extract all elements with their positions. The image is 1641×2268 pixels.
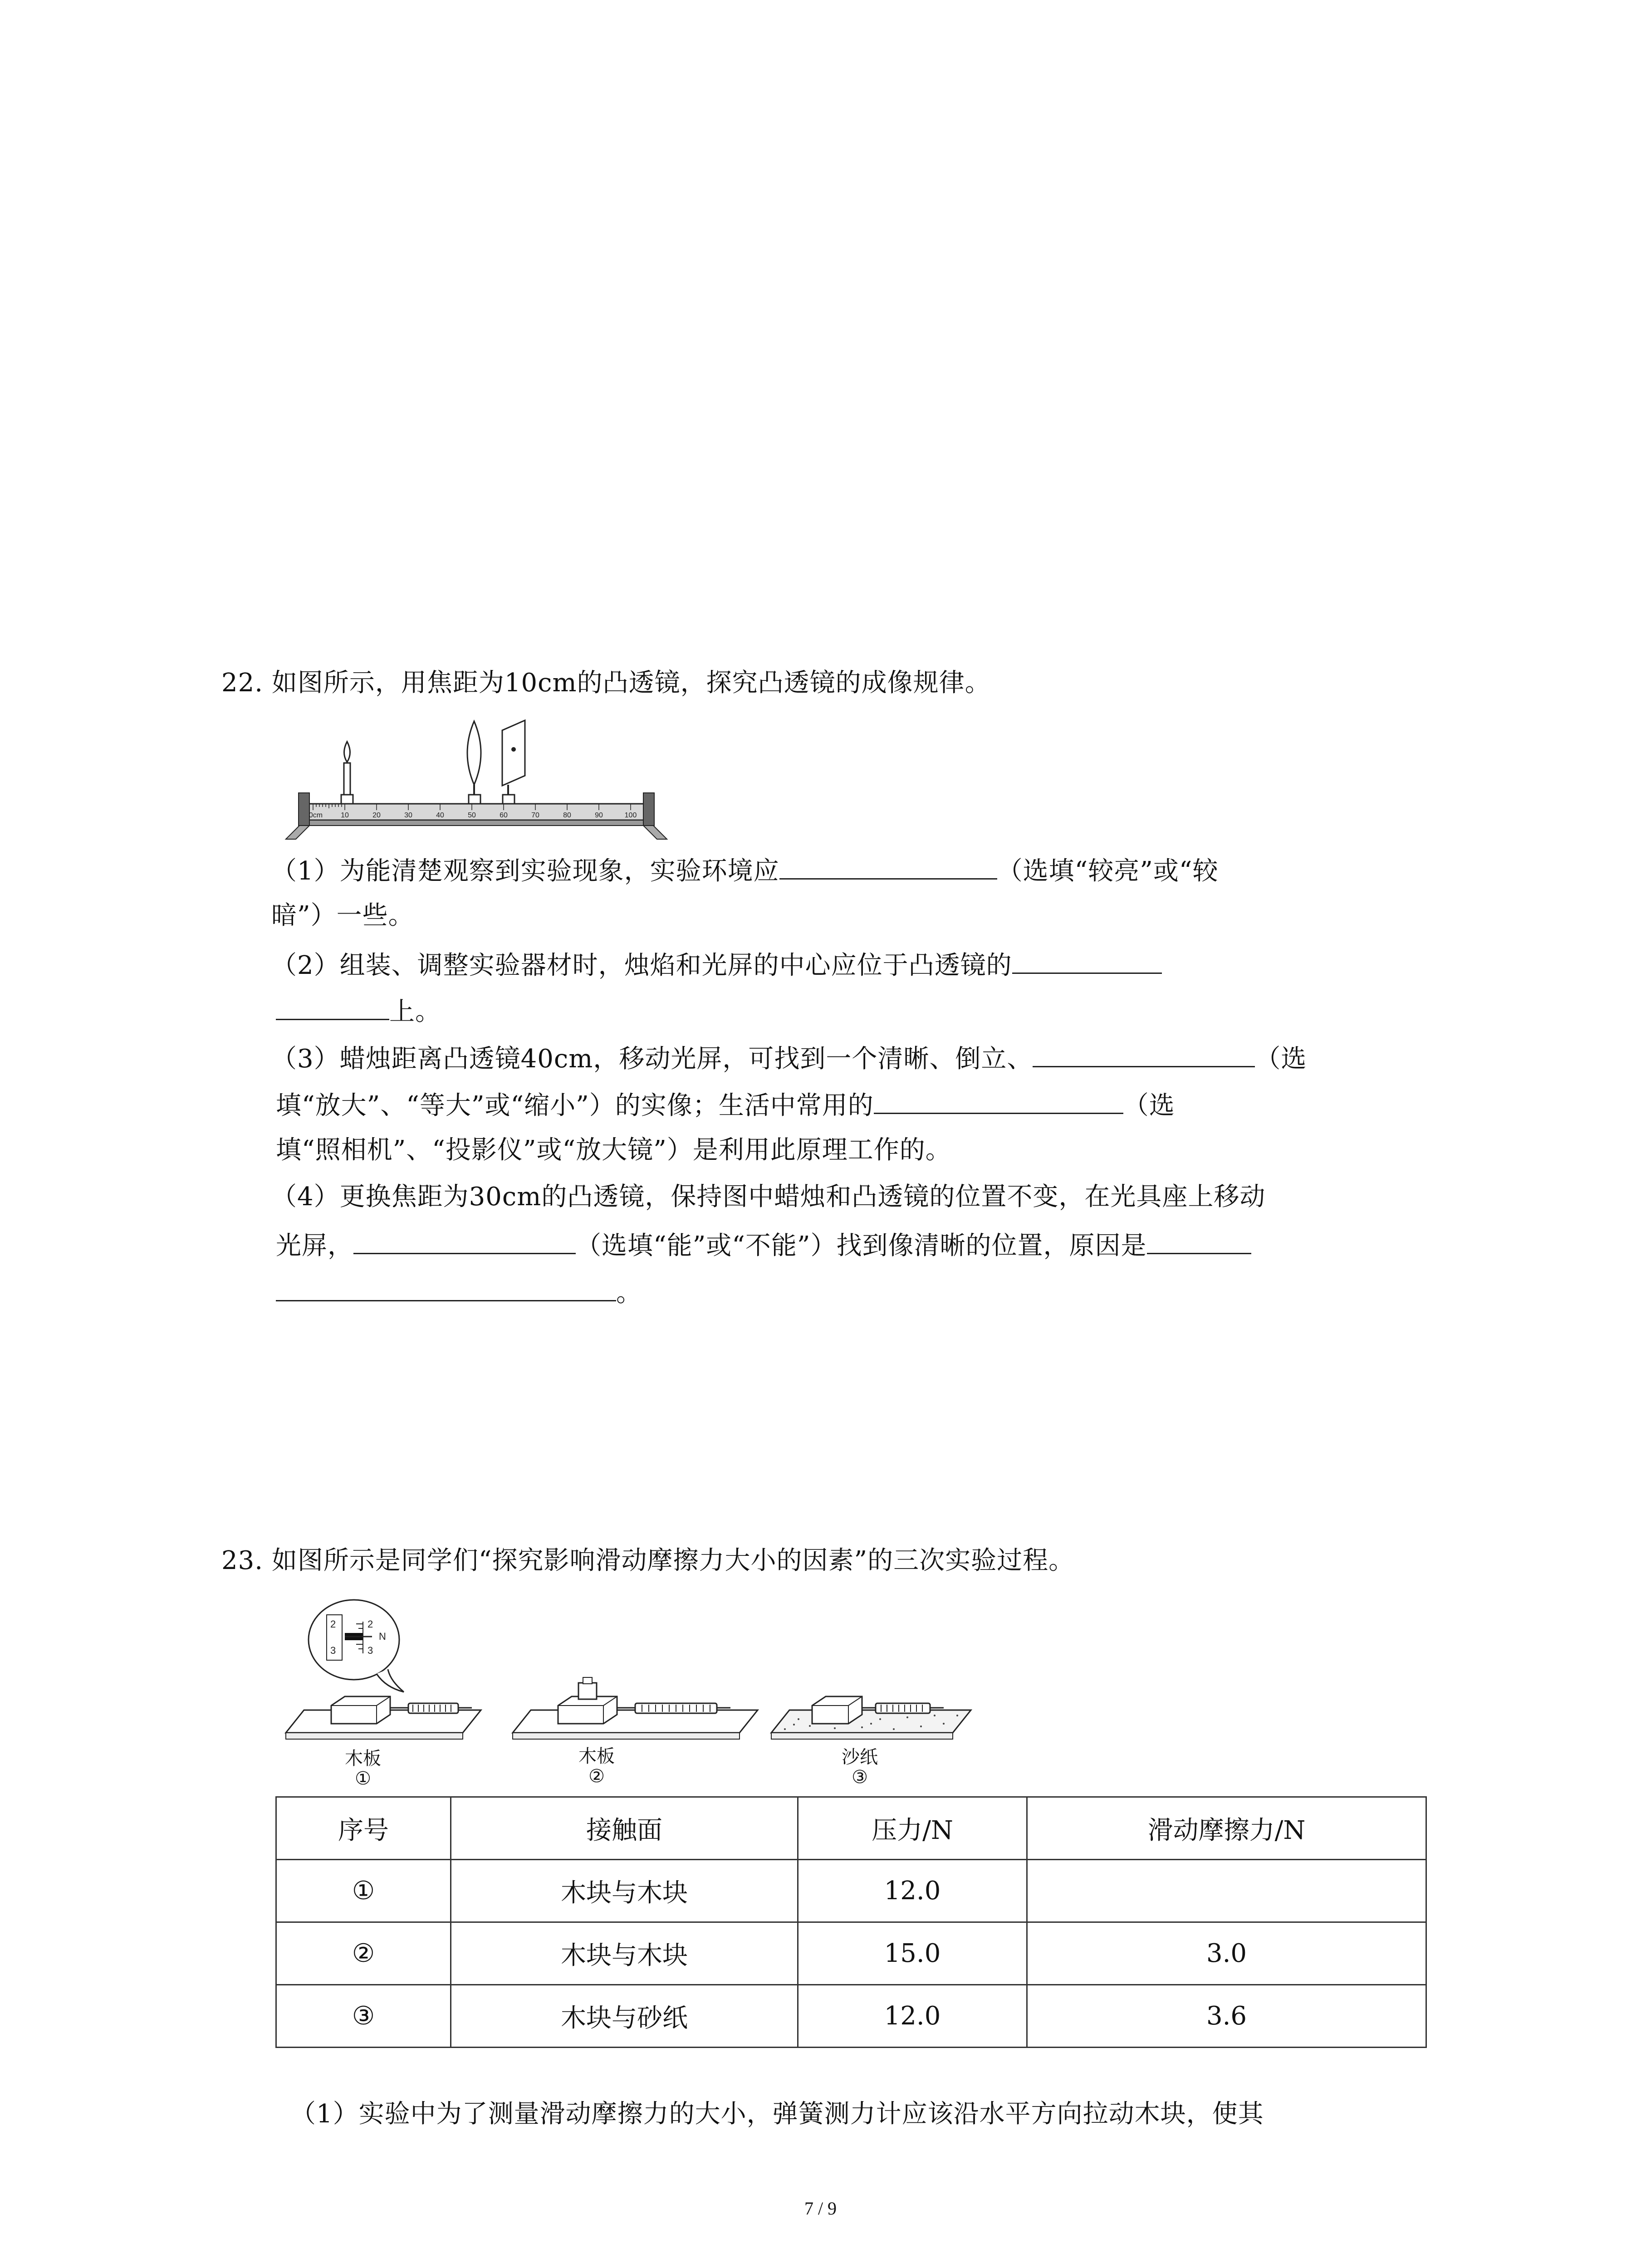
- q22-part2-line2: [276, 993, 441, 1028]
- q22-part3-text2: 填“放大”、“等大”或“缩小”）的实像；生活中常用的: [276, 1091, 874, 1120]
- q23-title: 23. 如图所示是同学们“探究影响滑动摩擦力大小的因素”的三次实验过程。: [221, 1546, 1075, 1575]
- answer-blank-environment[interactable]: [779, 853, 997, 880]
- setup-3-sandpaper-board: [771, 1696, 971, 1739]
- table-row: [276, 1922, 1426, 1985]
- table-cell: 12.0: [798, 1985, 1027, 2048]
- ruler-tick-label: 90: [595, 811, 603, 819]
- ruler-tick-label: 10: [341, 811, 349, 819]
- table-cell: ③: [276, 1985, 451, 2048]
- q22-part1-text: （1）为能清楚观察到实验现象，实验环境应: [271, 856, 779, 886]
- optical-bench-figure: [281, 717, 671, 844]
- q22-part2-end: 上。: [389, 997, 441, 1026]
- q22-part3-line1: [271, 1041, 1307, 1075]
- figure-1-caption: [318, 1749, 408, 1789]
- ruler-tick-label: 80: [563, 811, 571, 819]
- q22-part2-text: （2）组装、调整实验器材时，烛焰和光屏的中心应位于凸透镜的: [271, 951, 1012, 980]
- q22-part2-line1: [271, 947, 1162, 982]
- q22-part4-end: 。: [616, 1278, 642, 1308]
- friction-data-table: [275, 1796, 1427, 2048]
- q22-part4-line2: [276, 1227, 1251, 1262]
- q22-title: 22. 如图所示，用焦距为10cm的凸透镜，探究凸透镜的成像规律。: [221, 668, 991, 698]
- figure-3-surface: 沙纸: [842, 1747, 878, 1768]
- q22-part4-line3: [276, 1275, 642, 1310]
- candle: [341, 742, 353, 804]
- figure-3-number: ③: [852, 1767, 868, 1788]
- q22-part3-option2: （选: [1123, 1091, 1175, 1120]
- answer-blank-device[interactable]: [874, 1087, 1123, 1114]
- figure-1-surface: 木板: [345, 1748, 381, 1769]
- answer-blank-image-size[interactable]: [1033, 1041, 1255, 1067]
- ruler-tick-label: 30: [404, 811, 412, 819]
- q22-part4-text: 光屏，: [276, 1231, 353, 1261]
- q22-part1-option: （选填“较亮”或“较: [997, 856, 1219, 886]
- convex-lens: [467, 721, 481, 804]
- header-cell-pressure: 压力/N: [798, 1797, 1027, 1860]
- setup-2-wood-board-with-weight: [513, 1677, 758, 1739]
- q22-part3-text: （3）蜡烛距离凸透镜40cm，移动光屏，可找到一个清晰、倒立、: [271, 1044, 1033, 1074]
- table-header-row: [276, 1797, 1426, 1860]
- q22-part3-line3: 填“照相机”、“投影仪”或“放大镜”）是利用此原理工作的。: [276, 1135, 951, 1165]
- figure-2-number: ②: [588, 1766, 605, 1787]
- table-cell: ②: [276, 1922, 451, 1985]
- table-cell: 3.0: [1027, 1922, 1426, 1985]
- table-cell-blank-answer[interactable]: [1027, 1860, 1426, 1922]
- table-cell: 木块与砂纸: [451, 1985, 798, 2048]
- table-cell: 木块与木块: [451, 1922, 798, 1985]
- spring-scale-zoom-bubble: [309, 1600, 404, 1692]
- answer-blank-reason[interactable]: [1147, 1227, 1251, 1254]
- table-cell: 15.0: [798, 1922, 1027, 1985]
- gauge-tick-label: 3: [367, 1645, 373, 1656]
- figure-2-caption: [551, 1746, 642, 1786]
- ruler-tick-label: 70: [531, 811, 539, 819]
- table-cell: 3.6: [1027, 1985, 1426, 2048]
- table-cell: 木块与木块: [451, 1860, 798, 1922]
- answer-blank-reason-cont[interactable]: [276, 1275, 616, 1301]
- gauge-tick-label: 2: [330, 1618, 336, 1630]
- table-cell: ①: [276, 1860, 451, 1922]
- answer-blank-lens-axis[interactable]: [1012, 947, 1162, 974]
- page-number: 7 / 9: [804, 2198, 837, 2219]
- q22-part1-line2: 暗”）一些。: [271, 901, 414, 930]
- q22-part3-option: （选: [1255, 1044, 1307, 1074]
- q22-part3-line2: [276, 1087, 1175, 1122]
- ruler-tick-label: 50: [468, 811, 476, 819]
- ruler-tick-label: 0cm: [309, 811, 323, 819]
- table-row: [276, 1985, 1426, 2048]
- figure-3-caption: [814, 1747, 905, 1787]
- gauge-tick-label: 3: [330, 1645, 336, 1656]
- figure-1-number: ①: [355, 1768, 371, 1789]
- light-screen: [502, 720, 525, 804]
- header-cell-surface: 接触面: [451, 1797, 798, 1860]
- answer-blank-can-find[interactable]: [353, 1227, 576, 1254]
- figure-2-surface: 木板: [578, 1746, 615, 1767]
- ruler-tick-label: 100: [624, 811, 637, 819]
- answer-blank-lens-axis-cont[interactable]: [276, 993, 389, 1020]
- ruler-tick-label: 60: [500, 811, 508, 819]
- header-cell-index: 序号: [276, 1797, 451, 1860]
- ruler-tick-label: 40: [436, 811, 444, 819]
- table-cell: 12.0: [798, 1860, 1027, 1922]
- table-row: [276, 1860, 1426, 1922]
- q22-part1-line1: [271, 853, 1219, 888]
- ruler-tick-label: 20: [372, 811, 381, 819]
- setup-1-wood-board: [286, 1696, 481, 1739]
- q22-part4-text2: （选填“能”或“不能”）找到像清晰的位置，原因是: [576, 1231, 1147, 1261]
- gauge-tick-label: 2: [367, 1618, 373, 1630]
- header-cell-friction: 滑动摩擦力/N: [1027, 1797, 1426, 1860]
- q23-part1-line1: （1）实验中为了测量滑动摩擦力的大小，弹簧测力计应该沿水平方向拉动木块，使其: [290, 2099, 1264, 2129]
- friction-experiment-figure: [277, 1597, 975, 1760]
- q22-part4-line1: （4）更换焦距为30cm的凸透镜，保持图中蜡烛和凸透镜的位置不变，在光具座上移动: [271, 1182, 1266, 1212]
- gauge-unit-label: N: [379, 1631, 386, 1642]
